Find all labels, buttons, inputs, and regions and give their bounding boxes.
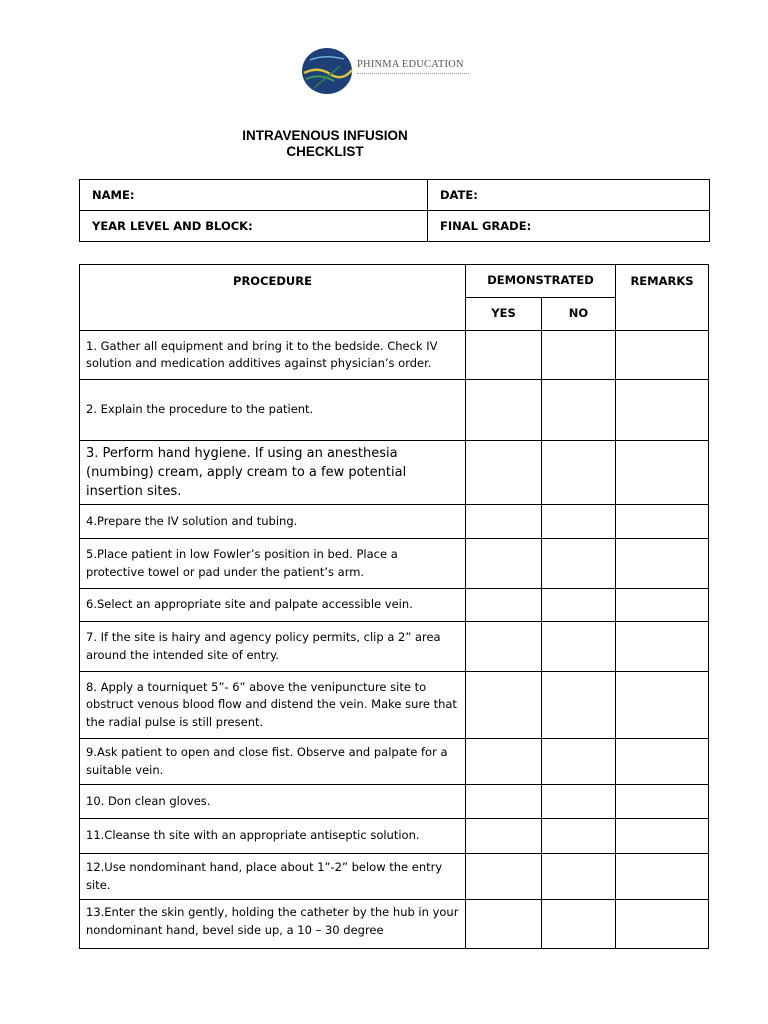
no-cell[interactable]	[542, 819, 616, 854]
yes-cell[interactable]	[466, 672, 542, 739]
title-line-1: INTRAVENOUS INFUSION	[242, 128, 408, 143]
yes-cell[interactable]	[466, 854, 542, 900]
info-row-2	[80, 211, 710, 242]
table-row	[80, 739, 709, 785]
yes-cell[interactable]	[466, 331, 542, 380]
step-text: 11.Cleanse th site with an appropriate antiseptic solution.	[80, 819, 466, 854]
year-block-field[interactable]: YEAR LEVEL AND BLOCK:	[80, 211, 428, 242]
no-cell[interactable]	[542, 331, 616, 380]
remarks-cell[interactable]	[616, 900, 709, 949]
info-row-1	[80, 180, 710, 211]
title-line-2: CHECKLIST	[286, 144, 364, 159]
yes-cell[interactable]	[466, 539, 542, 589]
yes-cell[interactable]	[466, 505, 542, 539]
step-text: 10. Don clean gloves.	[80, 785, 466, 819]
remarks-cell[interactable]	[616, 539, 709, 589]
no-cell[interactable]	[542, 589, 616, 622]
remarks-cell[interactable]	[616, 785, 709, 819]
student-info-table	[79, 179, 710, 242]
table-row	[80, 819, 709, 854]
phinma-globe-logo-icon	[300, 46, 354, 96]
remarks-cell[interactable]	[616, 739, 709, 785]
no-cell[interactable]	[542, 854, 616, 900]
no-cell[interactable]	[542, 380, 616, 441]
remarks-cell[interactable]	[616, 589, 709, 622]
procedure-table	[79, 264, 709, 949]
step-text: 7. If the site is hairy and agency policy permits, clip a 2” area around the intended site of entry.	[80, 622, 466, 672]
table-row	[80, 900, 709, 949]
no-cell[interactable]	[542, 900, 616, 949]
no-cell[interactable]	[542, 739, 616, 785]
document-title	[200, 128, 450, 160]
name-field[interactable]: NAME:	[80, 180, 428, 211]
remarks-cell[interactable]	[616, 331, 709, 380]
step-text: 12.Use nondominant hand, place about 1”-2” below the entry site.	[80, 854, 466, 900]
logo-tagline-line	[357, 73, 469, 76]
yes-cell[interactable]	[466, 900, 542, 949]
no-cell[interactable]	[542, 441, 616, 505]
procedure-header: PROCEDURE	[80, 265, 466, 331]
yes-cell[interactable]	[466, 819, 542, 854]
step-text: 9.Ask patient to open and close fist. Observe and palpate for a suitable vein.	[80, 739, 466, 785]
step-text: 13.Enter the skin gently, holding the catheter by the hub in your nondominant hand, bevel side up, a 10 – 30 degree	[80, 900, 466, 949]
final-grade-field[interactable]: FINAL GRADE:	[428, 211, 710, 242]
date-field[interactable]: DATE:	[428, 180, 710, 211]
table-row	[80, 589, 709, 622]
step-text: 2. Explain the procedure to the patient.	[80, 380, 466, 441]
yes-cell[interactable]	[466, 380, 542, 441]
no-cell[interactable]	[542, 672, 616, 739]
phinma-logo	[300, 46, 472, 96]
step-text: 4.Prepare the IV solution and tubing.	[80, 505, 466, 539]
table-row	[80, 505, 709, 539]
yes-cell[interactable]	[466, 622, 542, 672]
remarks-cell[interactable]	[616, 672, 709, 739]
no-cell[interactable]	[542, 539, 616, 589]
no-cell[interactable]	[542, 785, 616, 819]
table-row	[80, 785, 709, 819]
remarks-cell[interactable]	[616, 380, 709, 441]
remarks-cell[interactable]	[616, 622, 709, 672]
remarks-cell[interactable]	[616, 505, 709, 539]
table-row	[80, 539, 709, 589]
step-text: 6.Select an appropriate site and palpate accessible vein.	[80, 589, 466, 622]
yes-cell[interactable]	[466, 785, 542, 819]
remarks-header: REMARKS	[616, 265, 709, 331]
logo-text: PHINMA EDUCATION	[357, 59, 464, 70]
no-header: NO	[542, 298, 616, 331]
yes-cell[interactable]	[466, 589, 542, 622]
step-text: 5.Place patient in low Fowler’s position in bed. Place a protective towel or pad under the patient’s arm.	[80, 539, 466, 589]
no-cell[interactable]	[542, 622, 616, 672]
step-text: 8. Apply a tourniquet 5”- 6” above the venipuncture site to obstruct venous blood flow and distend the vein. Make sure that the radial pulse is still present.	[80, 672, 466, 739]
header-row-1	[80, 265, 709, 298]
remarks-cell[interactable]	[616, 819, 709, 854]
no-cell[interactable]	[542, 505, 616, 539]
demonstrated-header: DEMONSTRATED	[466, 265, 616, 298]
remarks-cell[interactable]	[616, 854, 709, 900]
table-row	[80, 441, 709, 505]
table-row	[80, 672, 709, 739]
table-row	[80, 854, 709, 900]
table-row	[80, 331, 709, 380]
yes-cell[interactable]	[466, 739, 542, 785]
yes-header: YES	[466, 298, 542, 331]
remarks-cell[interactable]	[616, 441, 709, 505]
yes-cell[interactable]	[466, 441, 542, 505]
step-text: 3. Perform hand hygiene. If using an anesthesia (numbing) cream, apply cream to a few potential insertion sites.	[80, 441, 466, 505]
table-row	[80, 380, 709, 441]
table-row	[80, 622, 709, 672]
step-text: 1. Gather all equipment and bring it to the bedside. Check IV solution and medication additives against physician’s order.	[80, 331, 466, 380]
